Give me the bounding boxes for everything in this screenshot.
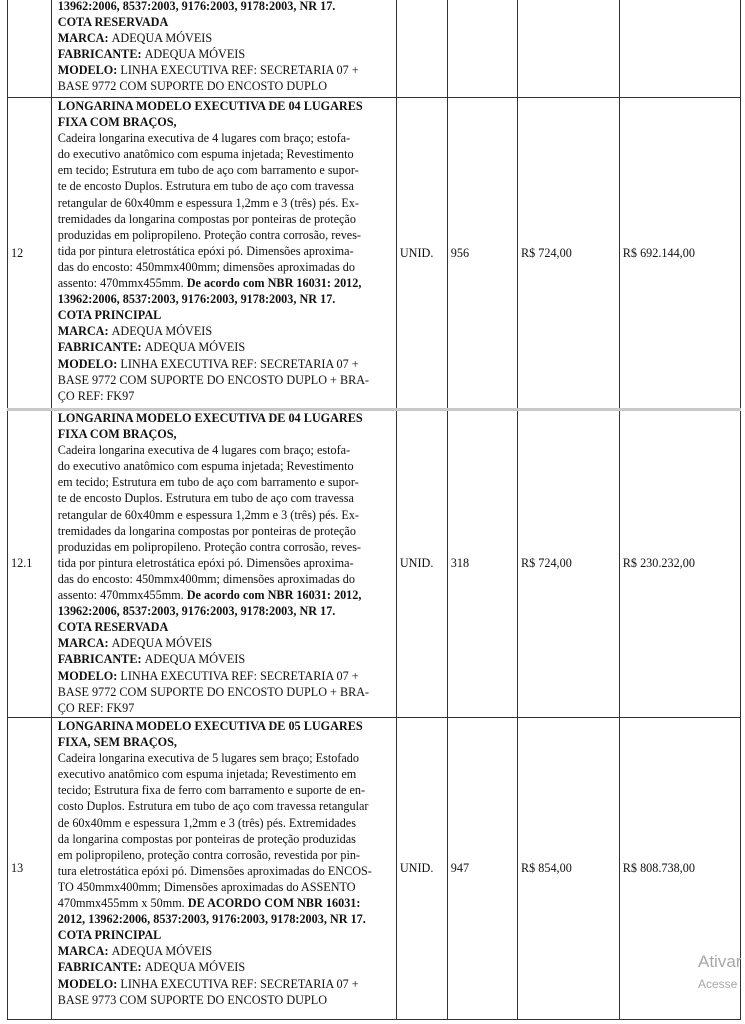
- description-line: [58, 523, 392, 539]
- description-line: [58, 587, 392, 603]
- description-line: [58, 243, 392, 259]
- description-bold-text: MARCA:: [57, 636, 112, 651]
- description-bold-text: FABRICANTE:: [57, 340, 145, 355]
- total-price-cell: [619, 0, 740, 98]
- description-text: tida por pintura eletrostática epóxi pó. Dimensões aproxima-: [57, 243, 354, 258]
- description-bold-text: MARCA:: [57, 31, 112, 46]
- description-line: [58, 98, 392, 114]
- description-text: te de encosto Duplos. Estrutura em tubo de aço com travessa: [57, 491, 354, 506]
- description-bold-text: 13962:2006, 8537:2003, 9176:2003, 9178:2003, NR 17.: [57, 604, 336, 619]
- description-bold-text: COTA PRINCIPAL: [57, 308, 162, 323]
- description-line: [58, 227, 392, 243]
- description-line: [58, 30, 392, 46]
- description-line: [58, 474, 392, 490]
- description-bold-text: COTA RESERVADA: [57, 620, 169, 635]
- description-bold-text: MODELO:: [57, 356, 121, 371]
- description-line: [58, 571, 392, 587]
- description-bold-text: LONGARINA MODELO EXECUTIVA DE 05 LUGARES: [57, 719, 363, 733]
- description-line: [58, 750, 392, 766]
- description-bold-text: DE ACORDO COM NBR 16031:: [187, 896, 361, 911]
- description-bold-text: COTA PRINCIPAL: [57, 928, 162, 943]
- description-line: [58, 879, 392, 895]
- description-bold-text: FIXA COM BRAÇOS,: [57, 115, 177, 130]
- description-text: retangular de 60x40mm e espessura 1,2mm e 3 (três) pés. Ex-: [57, 507, 359, 522]
- description-text: das do encosto: 450mmx400mm; dimensões aproximadas do: [57, 259, 355, 274]
- total-price-cell: R$ 808.738,00: [619, 718, 740, 1020]
- description-line: [58, 815, 392, 831]
- description-bold-text: LONGARINA MODELO EXECUTIVA DE 04 LUGARES: [57, 99, 363, 113]
- total-price-cell: R$ 692.144,00: [619, 98, 740, 410]
- description-line: [58, 146, 392, 162]
- description-text: tremidades da longarina compostas por ponteiras de proteção: [57, 523, 356, 538]
- description-line: [58, 603, 392, 619]
- description-bold-text: 13962:2006, 8537:2003, 9176:2003, 9178:2003, NR 17.: [57, 0, 336, 13]
- page-break-separator: [7, 408, 741, 411]
- description-line: [58, 0, 392, 14]
- description-bold-text: FABRICANTE:: [57, 652, 145, 667]
- description-line: [58, 195, 392, 211]
- description-text: tura eletrostática epóxi pó. Dimensões aproximadas do ENCOS-: [57, 863, 372, 878]
- unit-price-cell: [518, 0, 620, 98]
- description-text: BASE 9772 COM SUPORTE DO ENCOSTO DUPLO: [57, 79, 327, 94]
- unit-price-cell: R$ 724,00: [518, 410, 620, 718]
- description-line: [58, 619, 392, 635]
- description-line: [58, 943, 392, 959]
- description-bold-text: COTA RESERVADA: [57, 15, 169, 30]
- description-line: [58, 114, 392, 130]
- quantity-cell: 318: [447, 410, 517, 718]
- activation-watermark-title: Ativar: [698, 952, 742, 971]
- description-line: [58, 339, 392, 355]
- description-cell: [51, 718, 396, 1020]
- description-line: [58, 959, 392, 975]
- description-text: de 60x40mm e espessura 1,2mm e 3 (três) pés. Extremidades: [57, 815, 356, 830]
- description-text: assento: 470mmx455mm.: [57, 276, 187, 291]
- description-text: BASE 9773 COM SUPORTE DO ENCOSTO DUPLO: [57, 992, 327, 1007]
- table-row: [8, 718, 741, 1020]
- description-bold-text: 2012, 13962:2006, 8537:2003, 9176:2003, 9178:2003, NR 17.: [57, 912, 366, 927]
- description-line: [58, 684, 392, 700]
- description-line: [58, 426, 392, 442]
- description-bold-text: LONGARINA MODELO EXECUTIVA DE 04 LUGARES: [57, 411, 363, 425]
- table-row: [8, 0, 741, 98]
- quantity-cell: 947: [447, 718, 517, 1020]
- description-line: [58, 507, 392, 523]
- description-text: ADEQUA MÓVEIS: [111, 636, 213, 651]
- description-text: ADEQUA MÓVEIS: [111, 944, 213, 959]
- description-line: [58, 635, 392, 651]
- table-row: [8, 98, 741, 410]
- description-line: [58, 766, 392, 782]
- item-number-cell: 13: [8, 718, 52, 1020]
- description-cell: [51, 410, 396, 718]
- description-bold-text: De acordo com NBR 16031: 2012,: [186, 588, 362, 603]
- description-bold-text: FABRICANTE:: [57, 47, 145, 62]
- description-text: em polipropileno, proteção contra corrosão, revestida por pin-: [57, 847, 360, 862]
- description-line: [58, 78, 392, 94]
- description-text: costo Duplos. Estrutura em tubo de aço com travessa retangular: [57, 799, 369, 814]
- description-line: [58, 798, 392, 814]
- description-line: [58, 734, 392, 750]
- description-bold-text: MARCA:: [57, 944, 112, 959]
- description-text: te de encosto Duplos. Estrutura em tubo de aço com travessa: [57, 179, 354, 194]
- description-line: [58, 178, 392, 194]
- description-line: [58, 668, 392, 684]
- description-text: das do encosto: 450mmx400mm; dimensões aproximadas do: [57, 571, 355, 586]
- description-text: LINHA EXECUTIVA REF: SECRETARIA 07 +: [120, 356, 359, 371]
- description-bold-text: MODELO:: [57, 668, 121, 683]
- description-bold-text: MARCA:: [57, 324, 112, 339]
- description-line: [58, 211, 392, 227]
- description-cell: [51, 0, 396, 98]
- description-line: [58, 162, 392, 178]
- description-line: [58, 388, 392, 404]
- description-cell: [51, 98, 396, 410]
- footnote-rule: [7, 1019, 207, 1020]
- description-text: executivo anatômico com espuma injetada; Revestimento em: [57, 767, 357, 782]
- description-line: [58, 700, 392, 716]
- description-text: LINHA EXECUTIVA REF: SECRETARIA 07 +: [120, 668, 359, 683]
- item-number-cell: 12.1: [8, 410, 52, 718]
- description-text: do executivo anatômico com espuma injetada; Revestimento: [57, 147, 354, 162]
- description-line: [58, 847, 392, 863]
- description-line: [58, 356, 392, 372]
- description-text: LINHA EXECUTIVA REF: SECRETARIA 07 +: [120, 976, 359, 991]
- description-line: [58, 718, 392, 734]
- description-text: tecido; Estrutura fixa de ferro com barramento e suporte de en-: [57, 783, 366, 798]
- description-text: Cadeira longarina executiva de 5 lugares sem braço; Estofado: [57, 751, 359, 766]
- description-line: [58, 410, 392, 426]
- description-text: TO 450mmx400mm; Dimensões aproximadas do ASSENTO: [57, 879, 356, 894]
- description-text: em tecido; Estrutura em tubo de aço com barramento e supor-: [57, 475, 359, 490]
- quantity-cell: [447, 0, 517, 98]
- table-row: [8, 410, 741, 718]
- description-line: [58, 275, 392, 291]
- description-bold-text: FIXA, SEM BRAÇOS,: [57, 735, 177, 750]
- description-text: 470mmx455mm x 50mm.: [57, 896, 188, 911]
- description-text: produzidas em polipropileno. Proteção contra corrosão, reves-: [57, 227, 361, 242]
- description-text: produzidas em polipropileno. Proteção contra corrosão, reves-: [57, 539, 361, 554]
- description-line: [58, 976, 392, 992]
- description-line: [58, 992, 392, 1008]
- activation-watermark-subtitle: Acesse: [698, 977, 738, 991]
- description-text: Cadeira longarina executiva de 4 lugares com braço; estofa-: [57, 131, 351, 146]
- item-number-cell: [8, 0, 52, 98]
- description-bold-text: FIXA COM BRAÇOS,: [57, 427, 177, 442]
- description-line: [58, 895, 392, 911]
- total-price-cell: R$ 230.232,00: [619, 410, 740, 718]
- description-line: [58, 458, 392, 474]
- description-bold-text: MODELO:: [57, 63, 121, 78]
- items-table: [7, 0, 741, 1020]
- description-line: [58, 46, 392, 62]
- description-text: em tecido; Estrutura em tubo de aço com barramento e supor-: [57, 163, 359, 178]
- description-bold-text: FABRICANTE:: [57, 960, 145, 975]
- description-line: [58, 62, 392, 78]
- description-text: assento: 470mmx455mm.: [57, 588, 187, 603]
- unit-cell: [396, 0, 447, 98]
- description-line: [58, 651, 392, 667]
- description-line: [58, 911, 392, 927]
- description-text: ADEQUA MÓVEIS: [111, 31, 213, 46]
- description-text: ÇO REF: FK97: [57, 388, 135, 403]
- unit-cell: UNID.: [396, 410, 447, 718]
- description-line: [58, 291, 392, 307]
- description-line: [58, 490, 392, 506]
- description-text: tremidades da longarina compostas por ponteiras de proteção: [57, 211, 356, 226]
- description-line: [58, 14, 392, 30]
- description-line: [58, 831, 392, 847]
- description-text: ADEQUA MÓVEIS: [144, 652, 246, 667]
- description-line: [58, 307, 392, 323]
- description-bold-text: MODELO:: [57, 976, 121, 991]
- description-text: ADEQUA MÓVEIS: [144, 340, 246, 355]
- description-line: [58, 539, 392, 555]
- description-line: [58, 259, 392, 275]
- description-line: [58, 130, 392, 146]
- description-line: [58, 782, 392, 798]
- description-text: BASE 9772 COM SUPORTE DO ENCOSTO DUPLO + BRA-: [57, 684, 370, 699]
- description-line: [58, 927, 392, 943]
- items-table-body: [8, 0, 741, 1020]
- description-bold-text: De acordo com NBR 16031: 2012,: [186, 276, 362, 291]
- description-bold-text: 13962:2006, 8537:2003, 9176:2003, 9178:2003, NR 17.: [57, 292, 336, 307]
- unit-price-cell: R$ 724,00: [518, 98, 620, 410]
- quantity-cell: 956: [447, 98, 517, 410]
- description-line: [58, 555, 392, 571]
- description-line: [58, 372, 392, 388]
- description-text: ADEQUA MÓVEIS: [144, 960, 246, 975]
- description-text: retangular de 60x40mm e espessura 1,2mm e 3 (três) pés. Ex-: [57, 195, 359, 210]
- item-number-cell: 12: [8, 98, 52, 410]
- description-text: tida por pintura eletrostática epóxi pó. Dimensões aproxima-: [57, 555, 354, 570]
- description-line: [58, 863, 392, 879]
- description-text: LINHA EXECUTIVA REF: SECRETARIA 07 +: [120, 63, 359, 78]
- unit-cell: UNID.: [396, 718, 447, 1020]
- description-text: ÇO REF: FK97: [57, 700, 135, 715]
- description-text: do executivo anatômico com espuma injetada; Revestimento: [57, 459, 354, 474]
- description-text: ADEQUA MÓVEIS: [144, 47, 246, 62]
- unit-price-cell: R$ 854,00: [518, 718, 620, 1020]
- description-line: [58, 442, 392, 458]
- description-text: BASE 9772 COM SUPORTE DO ENCOSTO DUPLO + BRA-: [57, 372, 370, 387]
- description-text: ADEQUA MÓVEIS: [111, 324, 213, 339]
- description-line: [58, 323, 392, 339]
- description-text: Cadeira longarina executiva de 4 lugares com braço; estofa-: [57, 443, 351, 458]
- description-text: da longarina compostas por ponteiras de proteção produzidas: [57, 831, 356, 846]
- unit-cell: UNID.: [396, 98, 447, 410]
